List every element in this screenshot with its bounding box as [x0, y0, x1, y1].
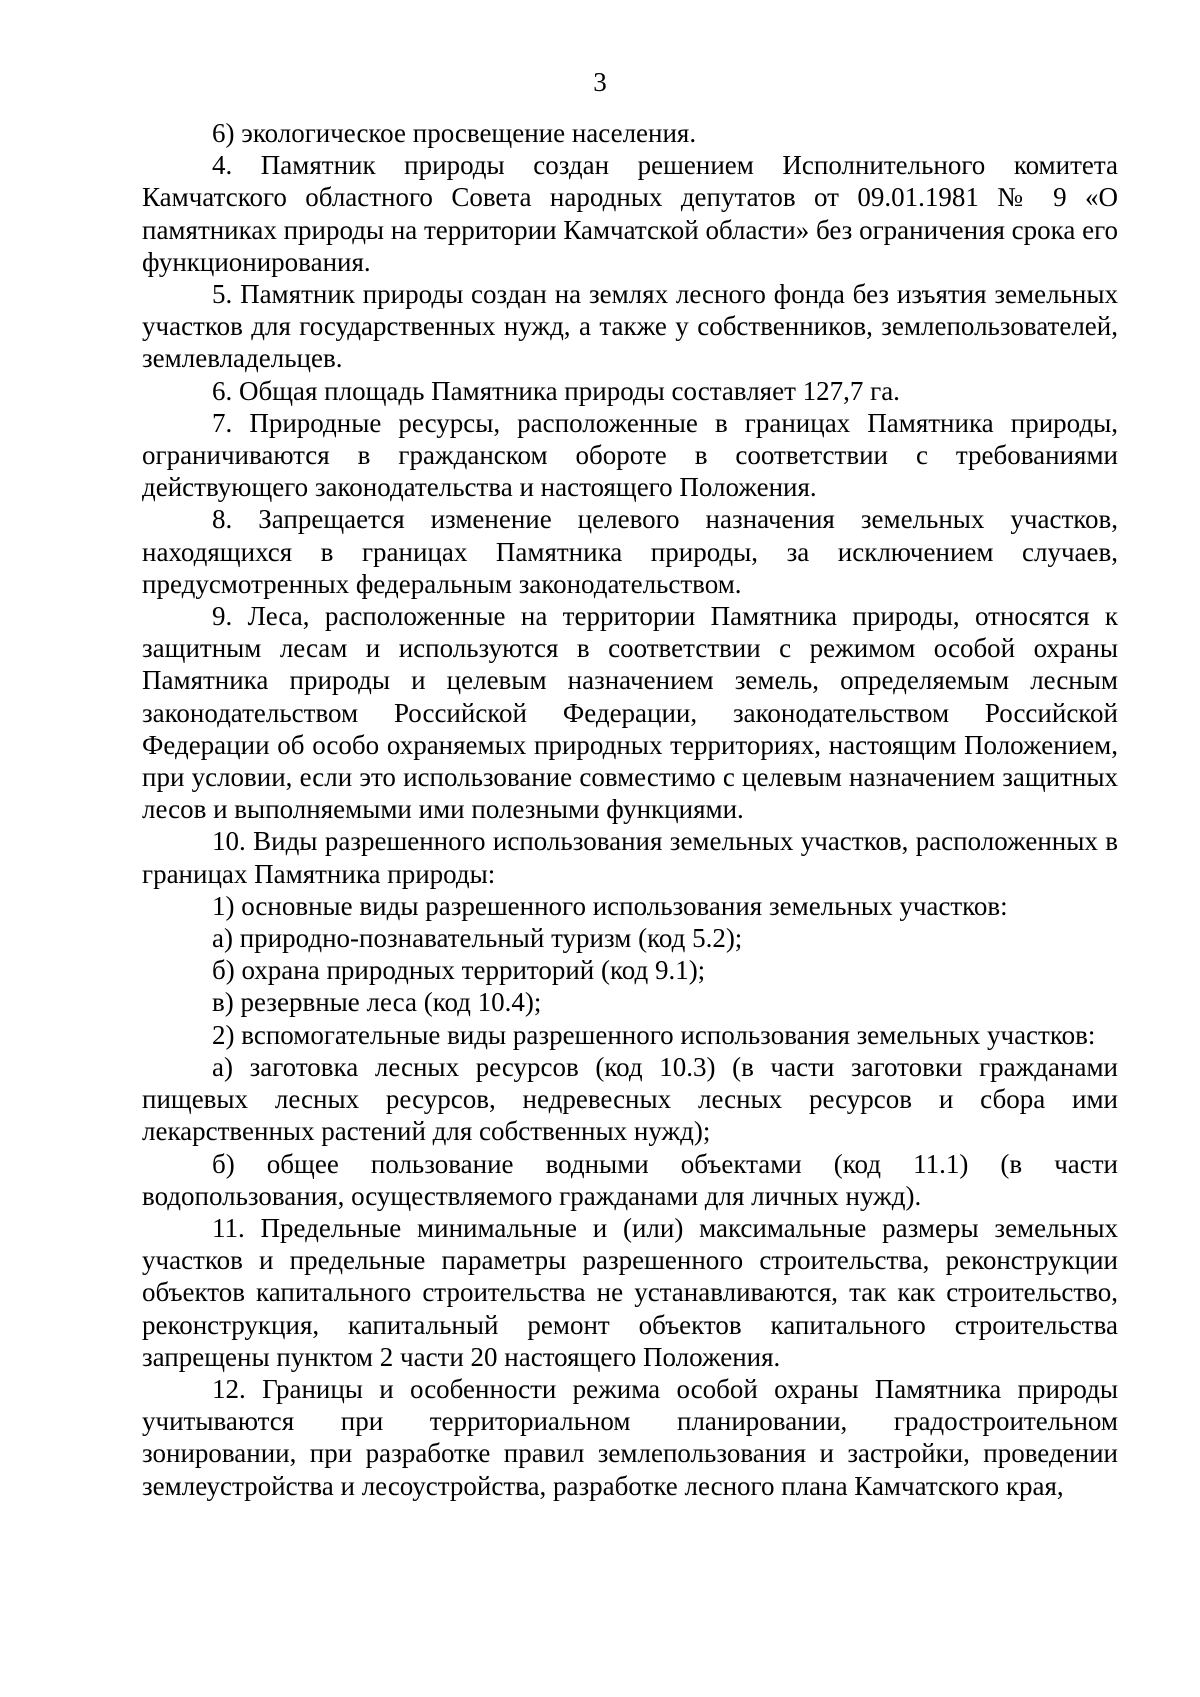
paragraph-5-forest-land: 5. Памятник природы создан на землях лесного фонда без изъятия земельных участков для государственных нужд, а также у собственников, землепользователей, землевладельцев. — [142, 279, 1118, 374]
paragraph-10-permitted-use: 10. Виды разрешенного использования земельных участков, расположенных в границах Памятника природы: — [142, 826, 1118, 889]
paragraph-10-2-auxiliary-uses: 2) вспомогательные виды разрешенного использования земельных участков: — [212, 1019, 1096, 1050]
paragraph-12-boundaries: 12. Границы и особенности режима особой охраны Памятника природы учитываются при территориальном планировании, градостроительном зонировании, при разработке правил землепользования и застройки, проведении землеустройства и лесоустройства, разработке лесного плана Камчатского края, — [142, 1373, 1118, 1501]
paragraph-10-1-a-tourism: а) природно-познавательный туризм (код 5.2); — [212, 923, 743, 954]
paragraph-4-creation-decision: 4. Памятник природы создан решением Исполнительного комитета Камчатского областного Совета народных депутатов от 09.01.1981 № 9 «О памятниках природы на территории Камчатской области» без ограничения срока его функционирования. — [142, 150, 1118, 277]
paragraph-9-forests: 9. Леса, расположенные на территории Памятника природы, относятся к защитным лесам и используются в соответствии с режимом особой охраны Памятника природы и целевым назначением земель, определяемым лесным законодательством Российской Федерации, законодательством Российской Федерации об особо охраняемых природных территориях, настоящим Положением, при условии, если это использование совместимо с целевым назначением защитных лесов и выполняемыми ими полезными функциями. — [142, 601, 1118, 825]
document-body — [142, 117, 1118, 1502]
paragraph-6-total-area: 6. Общая площадь Памятника природы составляет 127,7 га. — [212, 375, 900, 406]
paragraph-11-construction-limits: 11. Предельные минимальные и (или) максимальные размеры земельных участков и предельные параметры разрешенного строительства, реконструкции объектов капитального строительства не устанавливаются, так как строительство, реконструкция, капитальный ремонт объектов капитального строительства запрещены пунктом 2 части 20 настоящего Положения. — [142, 1212, 1118, 1372]
paragraph-10-1-c-reserve-forests: в) резервные леса (код 10.4); — [212, 987, 542, 1018]
paragraph-10-2-b-water-objects: б) общее пользование водными объектами (код 11.1) (в части водопользования, осуществляемого гражданами для личных нужд). — [142, 1148, 1118, 1211]
paragraph-8-land-purpose: 8. Запрещается изменение целевого назначения земельных участков, находящихся в границах Памятника природы, за исключением случаев, предусмотренных федеральным законодательством. — [142, 504, 1118, 599]
paragraph-10-1-main-uses: 1) основные виды разрешенного использования земельных участков: — [212, 890, 1008, 921]
paragraph-10-2-a-forest-resources: а) заготовка лесных ресурсов (код 10.3) (в части заготовки гражданами пищевых лесных ресурсов, недревесных лесных ресурсов и сбора ими лекарственных растений для собственных нужд); — [142, 1051, 1118, 1147]
paragraph-item-6-education: 6) экологическое просвещение населения. — [212, 118, 697, 148]
paragraph-10-1-b-protection: б) охрана природных территорий (код 9.1); — [212, 955, 706, 986]
page-number: 3 — [593, 67, 607, 97]
paragraph-7-natural-resources: 7. Природные ресурсы, расположенные в границах Памятника природы, ограничиваются в гражданском обороте в соответствии с требованиями действующего законодательства и настоящего Положения. — [142, 407, 1118, 503]
